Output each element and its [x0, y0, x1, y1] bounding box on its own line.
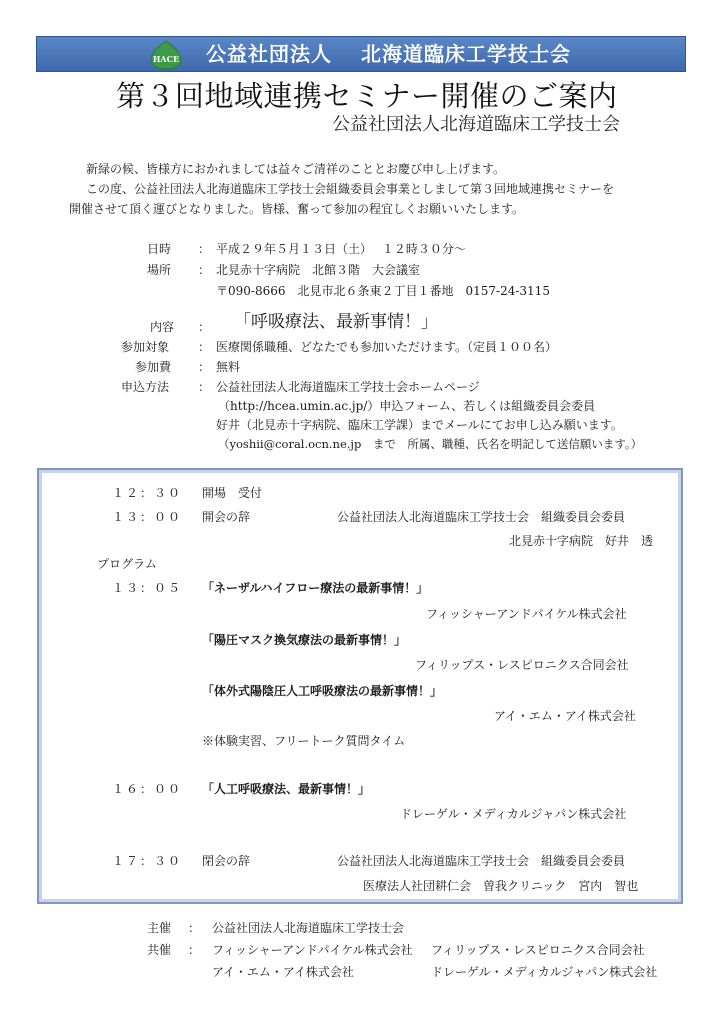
fee-value: 無料 [216, 360, 241, 374]
content-colon: ： [198, 320, 211, 334]
logo-text: HACE [152, 54, 180, 64]
datetime-value: 平成２９年５月１３日（土） １２時３０分～ [216, 242, 466, 256]
content-value: 「呼吸療法、最新事情！」 [234, 312, 438, 332]
cosponsor-3: アイ・エム・アイ株式会社 [212, 965, 354, 979]
closing-speaker: 公益社団法人北海道臨床工学技士会 組織委員会委員 [337, 854, 626, 868]
banner-title: 公益社団法人 北海道臨床工学技士会 [206, 42, 571, 66]
opening-speaker: 公益社団法人北海道臨床工学技士会 組織委員会委員 [337, 510, 626, 524]
place-address: 〒090-8666 北見市北６条東２丁目１番地 0157-24-3115 [216, 284, 550, 298]
session2-time: １６：００ [112, 782, 183, 796]
host-colon: ： [188, 921, 201, 935]
organizer-name: 公益社団法人北海道臨床工学技士会 [332, 114, 620, 135]
cosponsor-2: フィリップス・レスピロニクス合同会社 [431, 943, 645, 957]
opening-time: １３：００ [112, 510, 183, 524]
apply-colon: ： [198, 380, 211, 394]
closing-text: 閉会の辞 [202, 854, 251, 868]
session2-company: ドレーゲル・メディカルジャパン株式会社 [400, 807, 627, 821]
closing-time: １７：３０ [112, 854, 183, 868]
fee-label: 参加費 [135, 360, 172, 374]
place-colon: ： [198, 263, 211, 277]
cosponsor-1: フィッシャーアンドパイケル株式会社 [212, 943, 413, 957]
session2-title: 「人工呼吸療法、最新事情！」 [202, 782, 371, 796]
target-label: 参加対象 [121, 340, 170, 354]
session1-time: １３：０５ [112, 581, 183, 595]
apply-line-4: （yoshii@coral.ocn.ne.jp まで 所属、職種、氏名を明記して送信願います。） [218, 437, 643, 451]
cosponsor-4: ドレーゲル・メディカルジャパン株式会社 [431, 965, 658, 979]
intro-line-2: この度、公益社団法人北海道臨床工学技士会組織委員会事業としまして第３回地域連携セミナーを [86, 182, 615, 196]
talk-2-title: 「陽圧マスク換気療法の最新事情！」 [202, 633, 407, 647]
apply-line-2: （http://hcea.umin.ac.jp/）申込フォーム、若しくは組織委員会委員 [218, 399, 596, 413]
target-colon: ： [198, 340, 211, 354]
program-label: プログラム [97, 557, 157, 571]
reception-time: １２：３０ [112, 486, 183, 500]
opening-text: 開会の辞 [202, 510, 251, 524]
content-label: 内容 [150, 320, 175, 334]
talk-2-company: フィリップス・レスピロニクス合同会社 [415, 658, 629, 672]
talk-3-company: アイ・エム・アイ株式会社 [494, 709, 636, 723]
talk-1-title: 「ネーザルハイフロー療法の最新事情！」 [202, 581, 429, 595]
datetime-label: 日時 [147, 242, 172, 256]
place-label: 場所 [147, 263, 172, 277]
apply-line-3: 好井（北見赤十字病院、臨床工学課）までメールにてお申し込み願います。 [216, 418, 623, 432]
place-value: 北見赤十字病院 北館３階 大会議室 [216, 263, 421, 277]
hace-logo [146, 40, 186, 70]
cosponsor-label: 共催 [147, 943, 172, 957]
talk-1-company: フィッシャーアンドパイケル株式会社 [426, 607, 627, 621]
page-title: 第３回地域連携セミナー開催のご案内 [116, 79, 618, 113]
reception-text: 開場 受付 [202, 486, 263, 500]
intro-line-3: 開催させて頂く運びとなりました。皆様、奮って参加の程宜しくお願いいたします。 [69, 202, 525, 216]
host-value: 公益社団法人北海道臨床工学技士会 [212, 921, 405, 935]
talk-3-title: 「体外式陽陰圧人工呼吸療法の最新事情！」 [202, 684, 443, 698]
opening-speaker-2: 北見赤十字病院 好井 透 [509, 534, 654, 548]
apply-line-1: 公益社団法人北海道臨床工学技士会ホームページ [216, 380, 480, 394]
host-label: 主催 [147, 921, 172, 935]
datetime-colon: ： [198, 242, 211, 256]
intro-line-1: 新緑の候、皆様方におかれましては益々ご清祥のこととお慶び申し上げます。 [86, 162, 506, 176]
fee-colon: ： [198, 360, 211, 374]
target-value: 医療関係職種、どなたでも参加いただけます。（定員１００名） [216, 340, 558, 354]
apply-label: 申込方法 [121, 380, 170, 394]
session1-note: ※体験実習、フリートーク質問タイム [202, 734, 406, 748]
closing-speaker-2: 医療法人社団耕仁会 曽我クリニック 宮内 智也 [363, 879, 639, 893]
cosponsor-colon: ： [188, 943, 201, 957]
